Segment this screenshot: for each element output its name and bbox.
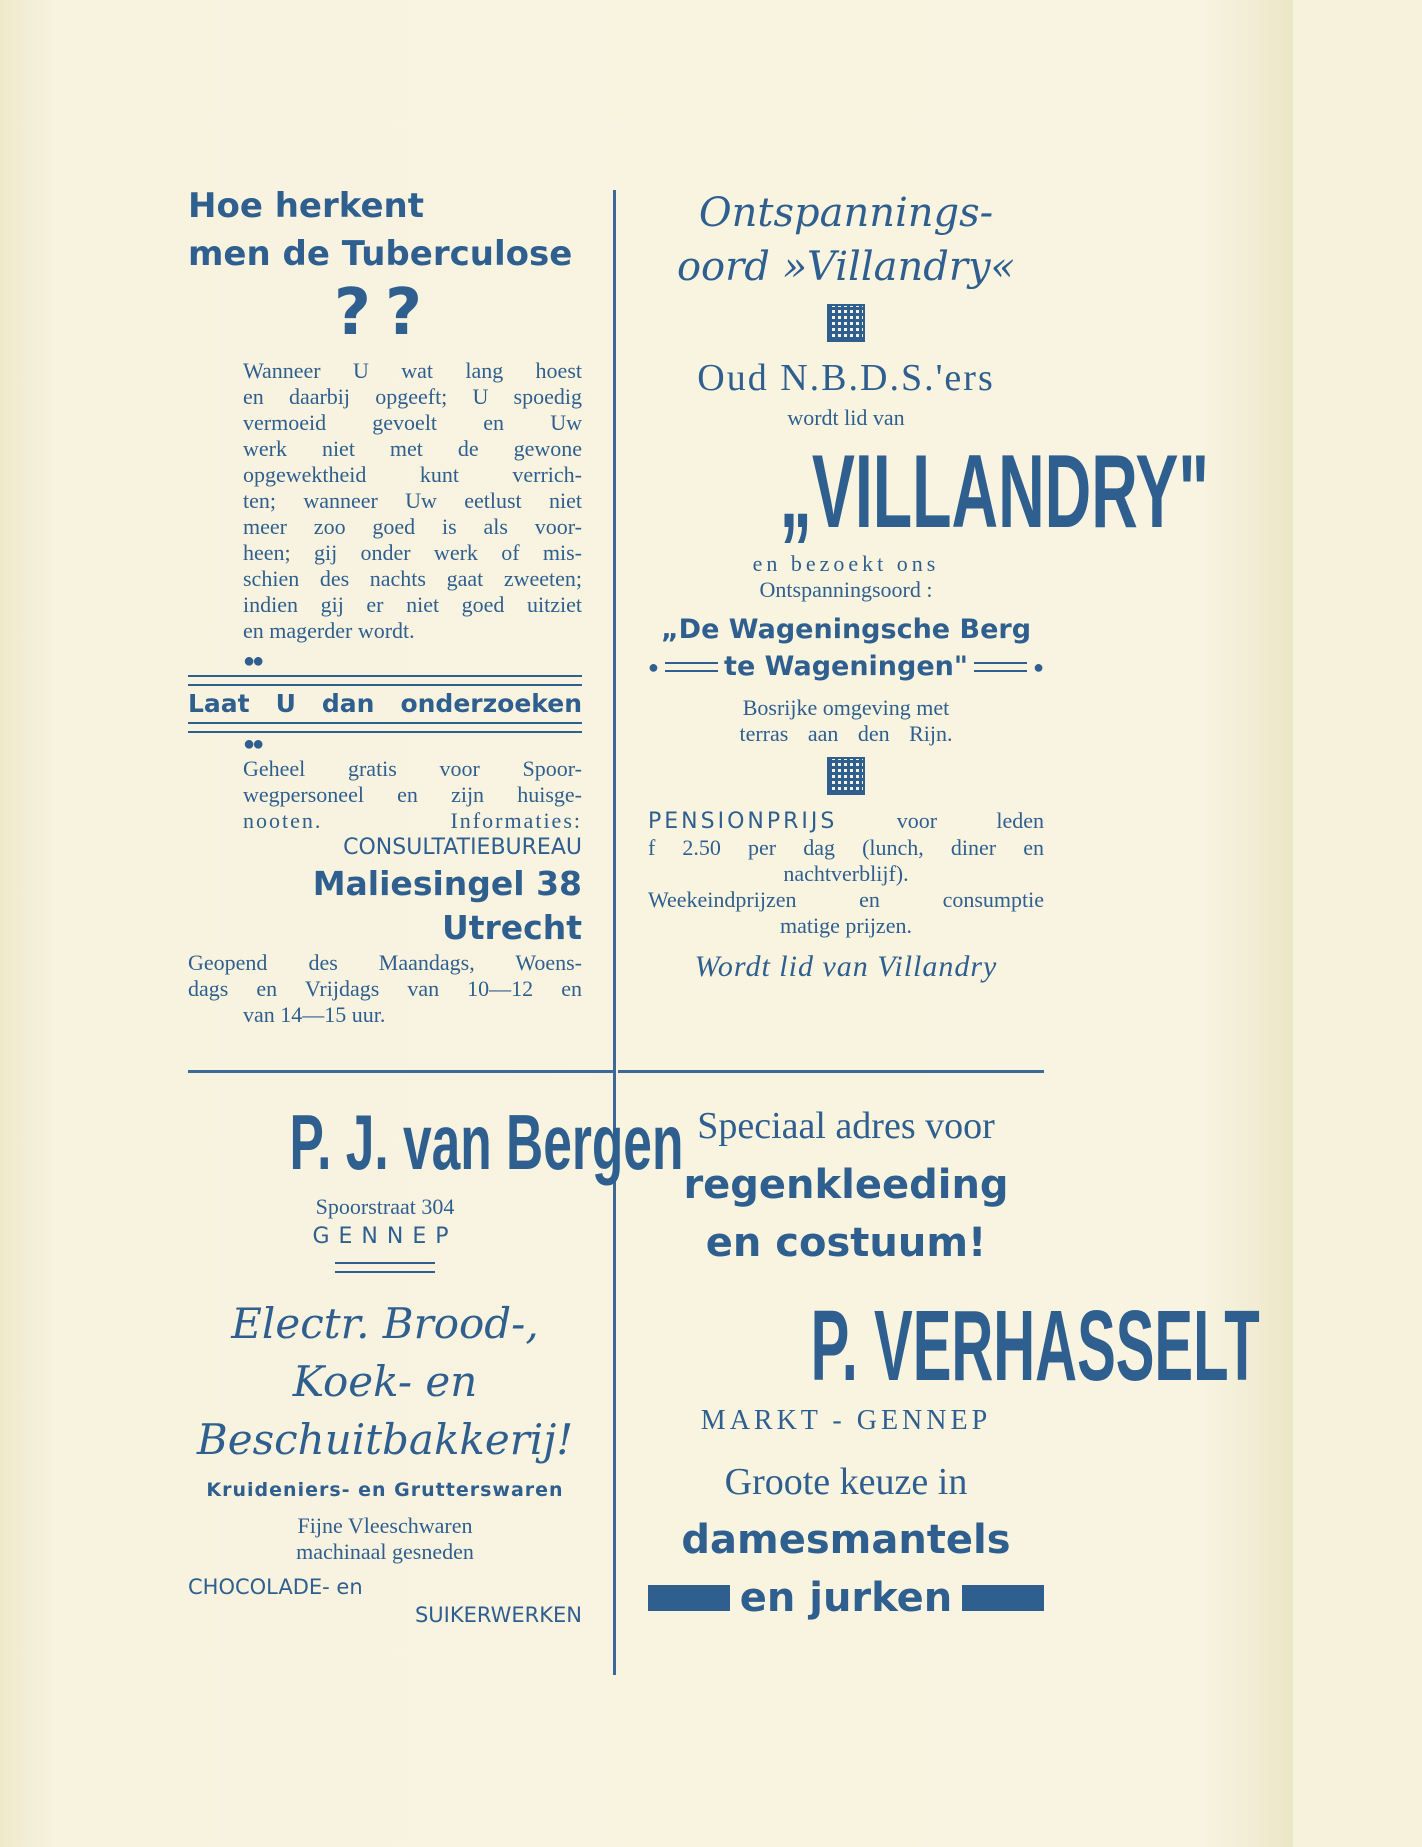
bar-ornament-right bbox=[962, 1585, 1044, 1611]
tbc-question-marks: ?? bbox=[333, 276, 437, 350]
pension-line: nachtverblijf). bbox=[783, 861, 909, 886]
weekend-line: matige prijzen. bbox=[780, 913, 912, 938]
tbc-body-line: schien des nachts gaat zweeten; bbox=[243, 566, 582, 591]
tbc-hours bbox=[188, 950, 582, 1028]
ad-verhasselt bbox=[648, 1100, 1260, 1626]
villandry-pension bbox=[648, 808, 1044, 939]
rule-left bbox=[665, 662, 718, 672]
tbc-dots-bottom: ●● bbox=[243, 733, 262, 755]
verhasselt-name: P. VERHASSELT bbox=[810, 1290, 1260, 1402]
tbc-hours-line: van 14—15 uur. bbox=[243, 1002, 386, 1027]
villandry-oord: Ontspanningsoord : bbox=[759, 577, 933, 602]
bergen-script-line: Electr. Brood-, bbox=[231, 1299, 539, 1348]
grid-ornament-icon bbox=[827, 757, 865, 795]
villandry-slogan: Wordt lid van Villandry bbox=[694, 950, 998, 983]
tbc-body-line: meer zoo goed is als voor- bbox=[243, 514, 582, 539]
tbc-body-line: vermoeid gevoelt en Uw bbox=[243, 410, 582, 435]
bergen-script bbox=[188, 1295, 582, 1469]
bergen-street: Spoorstraat 304 bbox=[315, 1194, 455, 1219]
tbc-body-line: en magerder wordt. bbox=[243, 618, 415, 643]
tbc-rule-top bbox=[188, 675, 582, 686]
verhasselt-keuze: Groote keuze in bbox=[724, 1461, 968, 1503]
villandry-title-line2: oord »Villandry« bbox=[676, 244, 1016, 290]
row-divider-right bbox=[618, 1070, 1044, 1073]
bergen-vlees-line: Fijne Vleeschwaren bbox=[297, 1513, 473, 1538]
bergen-script-line: Beschuitbakkerij! bbox=[196, 1415, 574, 1464]
tbc-bureau: CONSULTATIEBUREAU bbox=[343, 835, 582, 860]
bar-ornament-left bbox=[648, 1585, 730, 1611]
bergen-rule bbox=[335, 1262, 435, 1273]
villandry-bos-line: terras aan den Rijn. bbox=[739, 721, 953, 746]
column-divider bbox=[613, 190, 616, 1675]
villandry-bos bbox=[648, 695, 1044, 747]
villandry-bezoekt: en bezoekt ons bbox=[752, 551, 940, 576]
weekend-line: Weekeindprijzen en consumptie bbox=[648, 887, 1044, 912]
tbc-body bbox=[243, 358, 582, 644]
row-divider-left bbox=[188, 1070, 614, 1073]
tbc-address: Maliesingel 38 Utrecht bbox=[312, 864, 582, 947]
bergen-choc bbox=[188, 1573, 582, 1629]
bergen-city: GENNEP bbox=[312, 1224, 458, 1249]
tbc-body-line: heen; gij onder werk of mis- bbox=[243, 540, 582, 565]
tbc-body-line: ten; wanneer Uw eetlust niet bbox=[243, 488, 582, 513]
bergen-script-line: Koek- en bbox=[292, 1357, 478, 1406]
bullet-icon: ● bbox=[648, 656, 659, 677]
tbc-body-line: werk niet met de gewone bbox=[243, 436, 582, 461]
rule-right bbox=[974, 662, 1027, 672]
bergen-choc-line: CHOCOLADE- en bbox=[188, 1575, 363, 1599]
villandry-lid: wordt lid van bbox=[787, 405, 905, 430]
ad-bergen bbox=[188, 1098, 684, 1629]
villandry-wageningen-row bbox=[648, 649, 1044, 685]
tbc-title-line1: Hoe herkent bbox=[188, 186, 424, 226]
tbc-body-line: indien gij er niet goed uitziet bbox=[243, 592, 582, 617]
ad-villandry bbox=[648, 186, 1209, 989]
verhasselt-jurken-row bbox=[648, 1570, 1044, 1626]
tbc-free-line: Geheel gratis voor Spoor- bbox=[243, 756, 582, 781]
pension-label: PENSIONPRIJS bbox=[648, 809, 838, 834]
tbc-rule-bottom bbox=[188, 722, 582, 733]
tbc-free-info bbox=[243, 756, 582, 834]
tbc-body-line: Wanneer U wat lang hoest bbox=[243, 358, 582, 383]
ad-tuberculose bbox=[188, 182, 582, 1028]
verhasselt-special: Speciaal adres voor bbox=[697, 1105, 995, 1147]
tbc-dots-top: ●● bbox=[243, 650, 262, 672]
tbc-hours-line: dags en Vrijdags van 10—12 en bbox=[188, 976, 582, 1001]
verhasselt-jurken: en jurken bbox=[739, 1575, 953, 1621]
villandry-wageningen: te Wageningen" bbox=[724, 651, 968, 682]
villandry-title-line1: Ontspannings- bbox=[698, 190, 994, 236]
bergen-choc-line: SUIKERWERKEN bbox=[414, 1603, 582, 1627]
tbc-title-line2: men de Tuberculose bbox=[188, 234, 573, 274]
bergen-vlees bbox=[188, 1513, 582, 1565]
bergen-kruideniers: Kruideniers- en Grutterswaren bbox=[206, 1479, 564, 1501]
tbc-body-line: opgewektheid kunt verrich- bbox=[243, 462, 582, 487]
bullet-icon: ● bbox=[1033, 656, 1044, 677]
tbc-free-line: wegpersoneel en zijn huisge- bbox=[243, 782, 582, 807]
verhasselt-regen-line: en costuum! bbox=[705, 1220, 987, 1266]
bergen-vlees-line: machinaal gesneden bbox=[296, 1539, 474, 1564]
verhasselt-regen bbox=[648, 1156, 1044, 1272]
verhasselt-regen-line: regenkleeding bbox=[683, 1162, 1009, 1208]
grid-ornament-icon bbox=[827, 304, 865, 342]
bergen-name: P. J. van Bergen bbox=[289, 1098, 684, 1186]
pension-line: f 2.50 per dag (lunch, diner en bbox=[648, 835, 1044, 860]
villandry-name: „VILLANDRY" bbox=[779, 434, 1209, 550]
villandry-oud: Oud N.B.D.S.'ers bbox=[697, 357, 995, 399]
verhasselt-dames: damesmantels bbox=[681, 1517, 1011, 1563]
pension-line: voor leden bbox=[896, 808, 1045, 833]
villandry-berg: „De Wageningsche Berg bbox=[660, 614, 1032, 645]
tbc-free-line: nooten. Informaties: bbox=[243, 808, 582, 833]
tbc-hours-line: Geopend des Maandags, Woens- bbox=[188, 950, 582, 975]
villandry-bos-line: Bosrijke omgeving met bbox=[742, 695, 950, 720]
verhasselt-place: MARKT - GENNEP bbox=[700, 1405, 992, 1436]
tbc-call-to-action: Laat U dan onderzoeken bbox=[188, 689, 582, 718]
tbc-body-line: en daarbij opgeeft; U spoedig bbox=[243, 384, 582, 409]
